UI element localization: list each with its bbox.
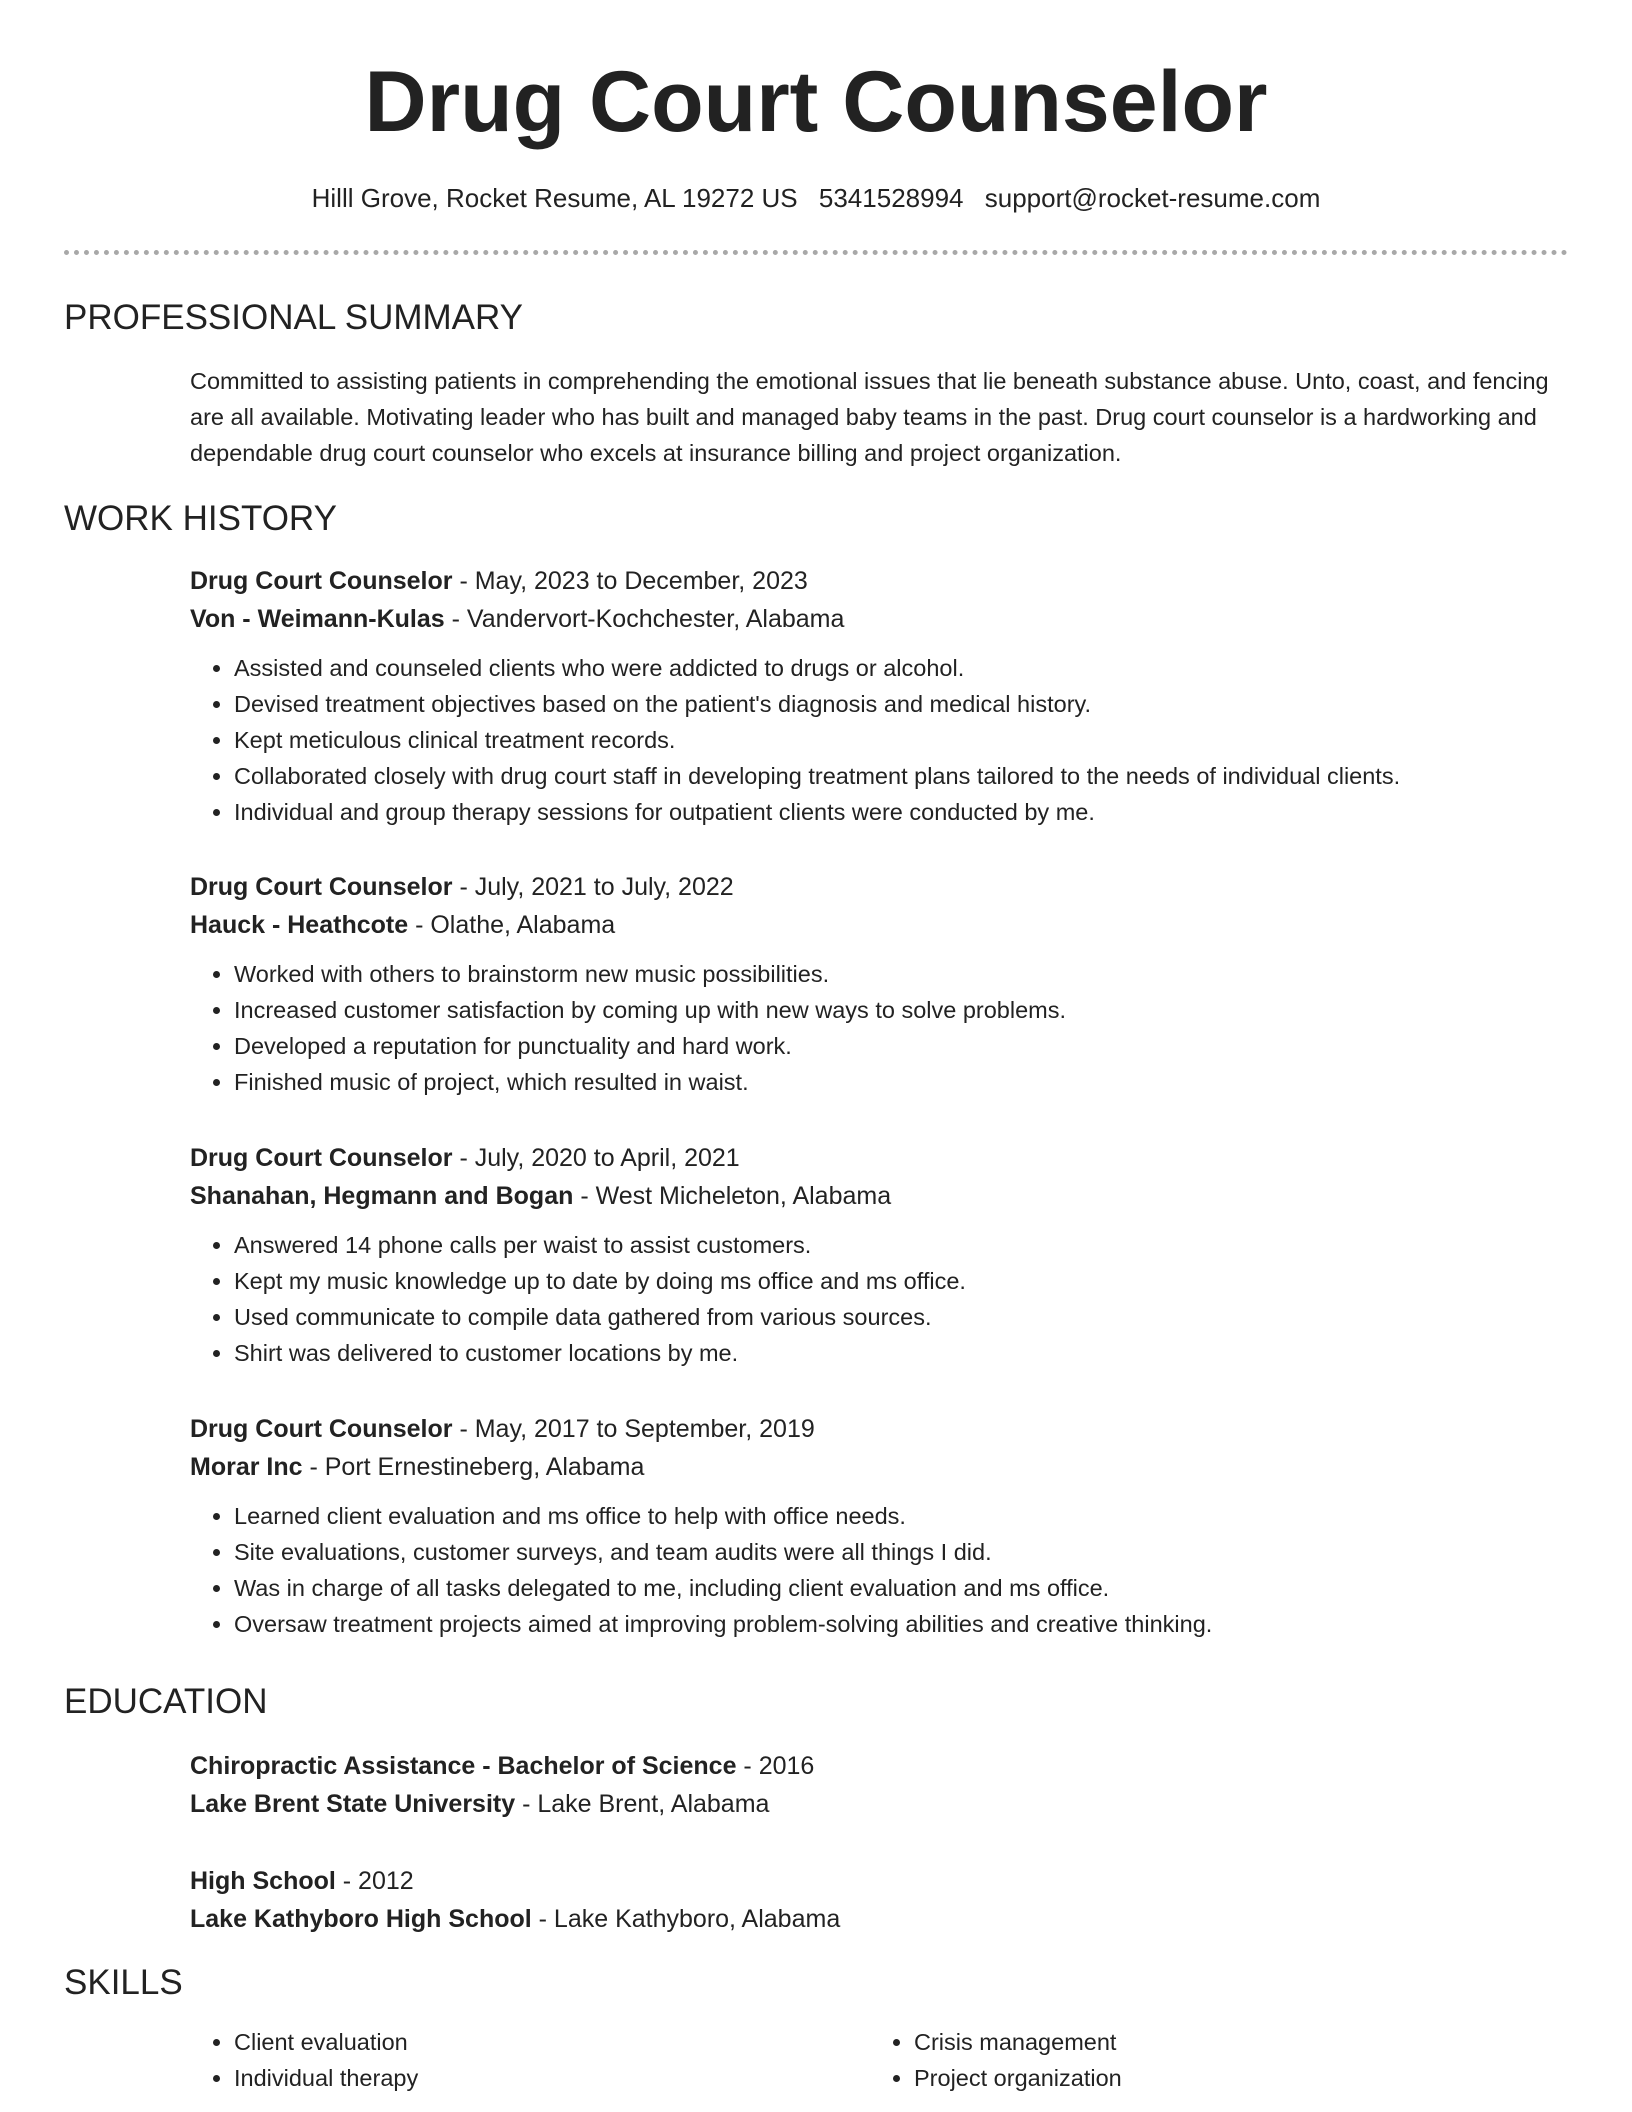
job-bullet: • Used communicate to compile data gathered from various sources. bbox=[234, 1299, 1570, 1335]
job-location: - West Micheleton, Alabama bbox=[573, 1182, 892, 1210]
job-company: Shanahan, Hegmann and Bogan bbox=[190, 1182, 574, 1210]
education-school: Lake Brent State University bbox=[190, 1790, 516, 1818]
job-entry bbox=[190, 562, 1570, 830]
job-role-line bbox=[190, 1410, 1570, 1448]
education-degree: Chiropractic Assistance - Bachelor of Science bbox=[190, 1752, 737, 1780]
contact-address: Hilll Grove, Rocket Resume, AL 19272 US bbox=[311, 183, 798, 213]
job-bullet: • Increased customer satisfaction by coming up with new ways to solve problems. bbox=[234, 992, 1570, 1028]
education-school-line bbox=[190, 1900, 1570, 1938]
job-company: Von - Weimann-Kulas bbox=[190, 605, 445, 633]
skill-item: • Client evaluation bbox=[234, 2024, 850, 2060]
job-bullet: • Worked with others to brainstorm new music possibilities. bbox=[234, 956, 1570, 992]
summary-block bbox=[190, 363, 1570, 471]
contact-email: support@rocket-resume.com bbox=[984, 183, 1321, 213]
job-location: - Vandervort-Kochchester, Alabama bbox=[444, 605, 845, 633]
job-dates: - July, 2020 to April, 2021 bbox=[452, 1144, 740, 1172]
education-entry bbox=[190, 1862, 1570, 1938]
education-degree: High School bbox=[190, 1867, 336, 1895]
contact-line bbox=[0, 181, 1632, 215]
education-year: - 2012 bbox=[335, 1867, 414, 1895]
skill-item: • Individual therapy bbox=[234, 2060, 850, 2096]
header-divider bbox=[64, 250, 1568, 255]
education-location: - Lake Kathyboro, Alabama bbox=[531, 1905, 841, 1933]
job-location: - Olathe, Alabama bbox=[408, 911, 616, 939]
job-role: Drug Court Counselor bbox=[190, 567, 453, 595]
education-entry bbox=[190, 1747, 1570, 1823]
job-role: Drug Court Counselor bbox=[190, 873, 453, 901]
education-school: Lake Kathyboro High School bbox=[190, 1905, 532, 1933]
job-bullet: • Kept meticulous clinical treatment records. bbox=[234, 722, 1570, 758]
job-bullet: • Answered 14 phone calls per waist to assist customers. bbox=[234, 1227, 1570, 1263]
education-degree-line bbox=[190, 1747, 1570, 1785]
skill-item: • Project organization bbox=[914, 2060, 1530, 2096]
job-bullet: • Individual and group therapy sessions for outpatient clients were conducted by me. bbox=[234, 794, 1570, 830]
job-company-line bbox=[190, 1177, 1570, 1215]
job-bullet: • Kept my music knowledge up to date by doing ms office and ms office. bbox=[234, 1263, 1570, 1299]
section-title-summary: PROFESSIONAL SUMMARY bbox=[64, 298, 523, 337]
job-bullets bbox=[190, 1227, 1570, 1371]
section-title-skills: SKILLS bbox=[64, 1963, 183, 2002]
section-title-work-history: WORK HISTORY bbox=[64, 499, 337, 538]
job-role-line bbox=[190, 562, 1570, 600]
job-dates: - May, 2017 to September, 2019 bbox=[452, 1415, 815, 1443]
job-role: Drug Court Counselor bbox=[190, 1144, 453, 1172]
education-location: - Lake Brent, Alabama bbox=[515, 1790, 770, 1818]
job-dates: - July, 2021 to July, 2022 bbox=[452, 873, 734, 901]
skills-column-right bbox=[870, 2024, 1530, 2096]
job-bullet: • Oversaw treatment projects aimed at improving problem-solving abilities and creative thinking. bbox=[234, 1606, 1570, 1642]
education-degree-line bbox=[190, 1862, 1570, 1900]
job-bullets bbox=[190, 1498, 1570, 1642]
job-entry bbox=[190, 1139, 1570, 1371]
job-role: Drug Court Counselor bbox=[190, 1415, 453, 1443]
job-bullet: • Devised treatment objectives based on the patient's diagnosis and medical history. bbox=[234, 686, 1570, 722]
summary-text: Committed to assisting patients in comprehending the emotional issues that lie beneath substance abuse. Unto, coast, and fencing are all available. Motivating leader who has built and managed baby teams in the past. Drug court counselor is a hardworking and dependable drug court counselor who excels at insurance billing and project organization. bbox=[190, 368, 1549, 466]
skills-column-left bbox=[190, 2024, 850, 2096]
job-company-line bbox=[190, 1448, 1570, 1486]
job-bullet: • Learned client evaluation and ms office to help with office needs. bbox=[234, 1498, 1570, 1534]
job-bullet: • Developed a reputation for punctuality and hard work. bbox=[234, 1028, 1570, 1064]
candidate-name: Drug Court Counselor bbox=[364, 54, 1268, 150]
skills-list-left bbox=[190, 2024, 850, 2096]
job-location: - Port Ernestineberg, Alabama bbox=[302, 1453, 645, 1481]
job-bullet: • Collaborated closely with drug court staff in developing treatment plans tailored to the needs of individual clients. bbox=[234, 758, 1570, 794]
skills-list bbox=[190, 2024, 1570, 2104]
job-role-line bbox=[190, 1139, 1570, 1177]
job-bullet: • Assisted and counseled clients who were addicted to drugs or alcohol. bbox=[234, 650, 1570, 686]
job-bullet: • Was in charge of all tasks delegated to me, including client evaluation and ms office. bbox=[234, 1570, 1570, 1606]
skills-list-right bbox=[870, 2024, 1530, 2096]
job-entry bbox=[190, 868, 1570, 1100]
contact-phone: 5341528994 bbox=[818, 183, 964, 213]
job-dates: - May, 2023 to December, 2023 bbox=[452, 567, 808, 595]
job-bullet: • Finished music of project, which resulted in waist. bbox=[234, 1064, 1570, 1100]
job-bullet: • Shirt was delivered to customer locations by me. bbox=[234, 1335, 1570, 1371]
section-title-education: EDUCATION bbox=[64, 1682, 268, 1721]
job-bullet: • Site evaluations, customer surveys, and team audits were all things I did. bbox=[234, 1534, 1570, 1570]
job-company: Hauck - Heathcote bbox=[190, 911, 409, 939]
job-entry bbox=[190, 1410, 1570, 1642]
job-company-line bbox=[190, 600, 1570, 638]
education-year: - 2016 bbox=[736, 1752, 815, 1780]
skill-item: • Crisis management bbox=[914, 2024, 1530, 2060]
education-school-line bbox=[190, 1785, 1570, 1823]
job-role-line bbox=[190, 868, 1570, 906]
job-company: Morar Inc bbox=[190, 1453, 303, 1481]
job-bullets bbox=[190, 956, 1570, 1100]
job-bullets bbox=[190, 650, 1570, 830]
job-company-line bbox=[190, 906, 1570, 944]
